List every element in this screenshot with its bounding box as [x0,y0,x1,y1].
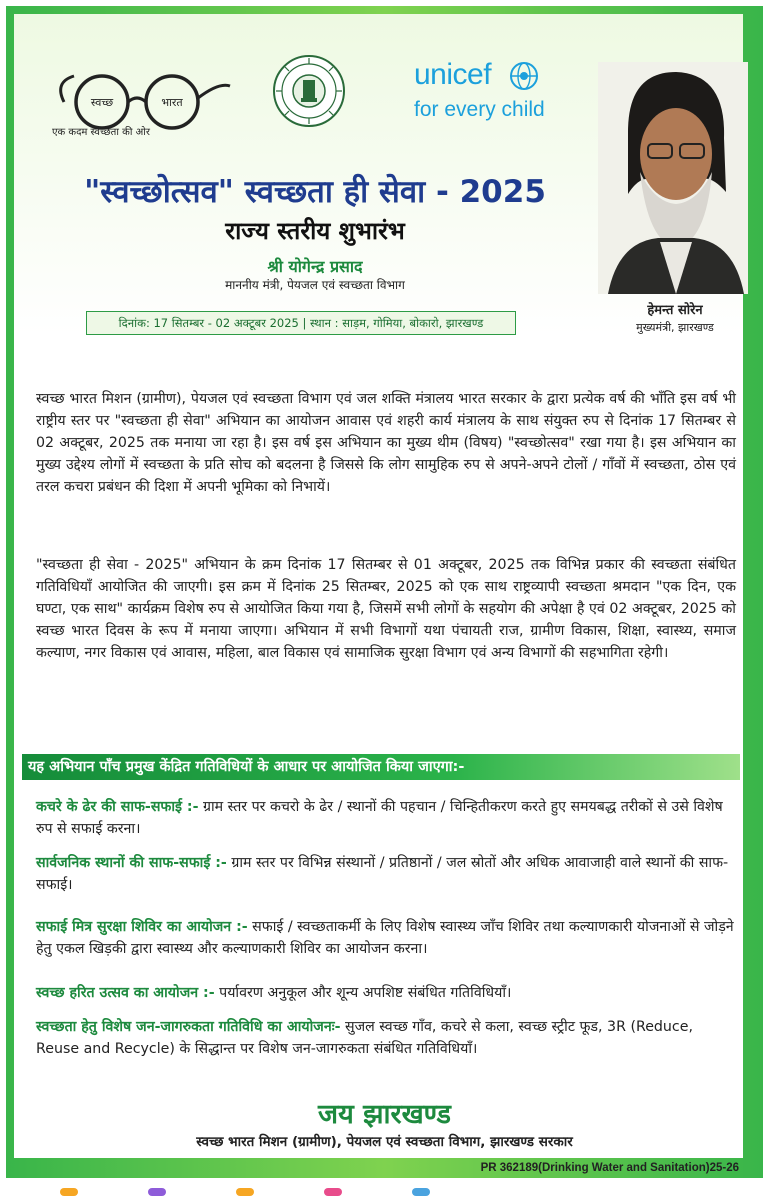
swachh-tagline: एक कदम स्वच्छता की ओर [52,127,150,138]
activity-item [36,1016,736,1060]
unicef-tagline: for every child [414,98,545,121]
activity-item [36,796,736,840]
activity-heading: स्वच्छ हरित उत्सव का आयोजन :- [36,985,215,1001]
jharkhand-emblem-icon [272,54,346,128]
event-subtitle: राज्य स्तरीय शुभारंभ [225,217,405,245]
chief-minister-name: हेमन्त सोरेन [647,303,703,318]
decor-dot [324,1188,342,1196]
swachh-left-text: स्वच्छ [90,96,114,109]
minister-role: माननीय मंत्री, पेयजल एवं स्वच्छता विभाग [225,278,405,292]
issuer-line: स्वच्छ भारत मिशन (ग्रामीण), पेयजल एवं स्वच्छता विभाग, झारखण्ड सरकार [196,1134,573,1150]
paragraph-intro: स्वच्छ भारत मिशन (ग्रामीण), पेयजल एवं स्वच्छता विभाग एवं जल शक्ति मंत्रालय भारत सरकार के द्वारा प्रत्येक वर्ष की भाँति इस वर्ष भी राष्ट्रीय स्तर पर "स्वच्छता ही सेवा" अभियान का आयोजन आवास एवं शहरी कार्य मंत्रालय के साथ संयुक्त रुप से दिनांक 17 सितम्बर से 02 अक्टूबर, 2025 तक मनाया जा रहा है। इस वर्ष इस अभियान का मुख्य थीम (विषय) "स्वच्छोत्सव" रखा गया है। इस अभियान का मुख्य उद्देश्य लोगों में स्वच्छता के प्रति सोच को बदलना है जिससे कि लोग सामुहिक रुप से अपने-अपने टोलों / गाँवों में स्वच्छता, ठोस एवं तरल कचरा प्रबंधन की दिशा में अपनी भूमिका को निभायें। [36,391,736,495]
decor-dot [60,1188,78,1196]
activity-heading: स्वच्छता हेतु विशेष जन-जागरुकता गतिविधि का आयोजनः- [36,1019,341,1035]
event-title: "स्वच्छोत्सव" स्वच्छता ही सेवा - 2025 [84,174,546,210]
unicef-globe-icon [508,60,540,92]
chief-minister-photo [598,62,748,294]
date-place-box [86,311,516,335]
paragraph-details: "स्वच्छता ही सेवा - 2025" अभियान के क्रम दिनांक 17 सितम्बर से 01 अक्टूबर, 2025 तक विभिन्न प्रकार की स्वच्छता संबंधित गतिविधियाँ आयोजित की जाएगी। इस क्रम में दिनांक 25 सितम्बर, 2025 को एक साथ राष्ट्रव्यापी स्वच्छता श्रमदान "एक दिन, एक घण्टा, एक साथ" कार्यक्रम विशेष रुप से आयोजित किया गया है, जिसमें सभी लोगों के सहयोग की अपेक्षा है एवं 02 अक्टूबर, 2025 को स्वच्छ भारत दिवस के रूप में मनाया जाएगा। अभियान में सभी विभागों यथा पंचायती राज, ग्रामीण विकास, शिक्षा, स्वास्थ्य, समाज कल्याण, नगर विकास एवं आवास, महिला, बाल विकास एवं सामाजिक सुरक्षा विभाग एवं अन्य विभागों की सहभागिता रहेगी। [36,557,736,661]
bottom-decoration [60,1188,620,1196]
decor-dot [412,1188,430,1196]
activity-heading: कचरे के ढेर की साफ-सफाई :- [36,799,199,815]
activity-text: ग्राम स्तर पर कचरो के ढेर / स्थानों की पहचान / चिन्हितीकरण करते हुए समयबद्ध तरीकों से उसे विशेष रुप से सफाई करना। [36,799,723,837]
slogan: जय झारखण्ड [318,1099,451,1130]
chief-minister-title: मुख्यमंत्री, झारखण्ड [636,321,714,334]
activity-text: सफाई / स्वच्छताकर्मी के लिए विशेष स्वास्थ्य जाँच शिविर तथा कल्याणकारी योजनाओं से जोड़ने हेतु एकल खिड़की द्वारा स्वास्थ्य और कल्याणकारी शिविर का आयोजन करना। [36,919,734,957]
unicef-name: unicef [414,58,492,91]
activity-item [36,916,736,960]
swachh-right-text: भारत [161,96,183,109]
date-place-text: दिनांक: 17 सितम्बर - 02 अक्टूबर 2025 | स्थान : साड़म, गोमिया, बोकारो, झारखण्ड [118,315,484,330]
decor-dot [148,1188,166,1196]
decor-dot [236,1188,254,1196]
activity-text: पर्यावरण अनुकूल और शून्य अपशिष्ट संबंधित गतिविधियाँ। [214,985,512,1001]
activity-heading: सफाई मित्र सुरक्षा शिविर का आयोजन :- [36,919,248,935]
activity-item [36,982,736,1004]
pr-number: PR 362189(Drinking Water and Sanitation)25-26 [480,1162,739,1174]
activities-heading-band: यह अभियान पाँच प्रमुख केंद्रित गतिविधियों के आधार पर आयोजित किया जाएगा:- [22,754,740,780]
activity-text: सुजल स्वच्छ गाँव, कचरे से कला, स्वच्छ स्ट्रीट फूड, 3R (Reduce, Reuse and Recycle) के सिद्धान्त पर विशेष जन-जागरुकता संबंधित गतिविधियाँ। [36,1019,693,1057]
activity-text: ग्राम स्तर पर विभिन्न संस्थानों / प्रतिष्ठानों / जल स्रोतों और अधिक आवाजाही वाले स्थानों की साफ-सफाई। [36,855,729,893]
activity-item [36,852,736,896]
activity-heading: सार्वजनिक स्थानों की साफ-सफाई :- [36,855,227,871]
minister-name: श्री योगेन्द्र प्रसाद [267,257,363,276]
unicef-logo [414,58,584,138]
